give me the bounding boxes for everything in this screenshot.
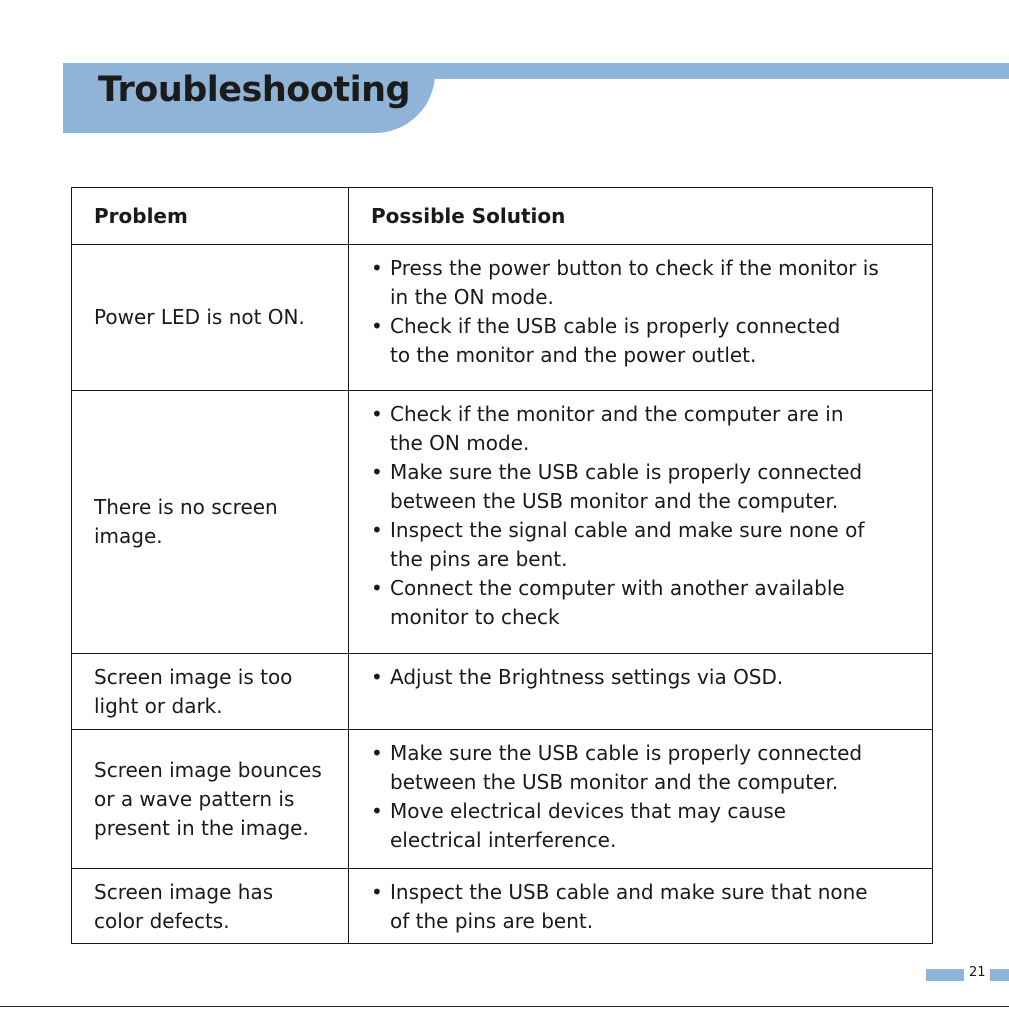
bullet-icon: • xyxy=(371,741,383,765)
problem-line: Screen image bounces xyxy=(94,757,322,782)
solution-line: in the ON mode. xyxy=(390,285,554,309)
solution-line: of the pins are bent. xyxy=(390,909,594,933)
bullet-icon: • xyxy=(371,314,383,338)
solution-item xyxy=(371,878,932,936)
problem-cell xyxy=(72,245,349,391)
solution-cell xyxy=(349,391,933,654)
footer-rule xyxy=(0,1006,1009,1007)
solution-line: Make sure the USB cable is properly connected xyxy=(390,741,863,765)
problem-column-header: Problem xyxy=(72,188,349,245)
solution-item xyxy=(371,458,932,516)
solution-line: Move electrical devices that may cause xyxy=(390,799,786,823)
solution-item xyxy=(371,400,932,458)
table-body xyxy=(72,245,933,944)
solution-line: the ON mode. xyxy=(390,431,530,455)
problem-line: present in the image. xyxy=(94,815,309,840)
bullet-icon: • xyxy=(371,880,383,904)
solution-line: Make sure the USB cable is properly connected xyxy=(390,460,863,484)
solution-line: Connect the computer with another available xyxy=(390,576,845,600)
solution-line: Press the power button to check if the monitor is xyxy=(390,256,879,280)
table-row xyxy=(72,869,933,944)
solution-column-header: Possible Solution xyxy=(349,188,933,245)
bullet-icon: • xyxy=(371,256,383,280)
table-header-row xyxy=(72,188,933,245)
solution-item xyxy=(371,574,932,632)
problem-line: or a wave pattern is xyxy=(94,786,295,811)
solution-cell xyxy=(349,245,933,391)
solution-line: Check if the monitor and the computer are in xyxy=(390,402,844,426)
problem-line: Screen image has xyxy=(94,880,274,904)
problem-line: Screen image is too xyxy=(94,665,293,689)
solution-item xyxy=(371,254,932,312)
solution-item xyxy=(371,739,932,797)
solution-cell xyxy=(349,869,933,944)
solution-line: Adjust the Brightness settings via OSD. xyxy=(390,665,784,689)
page-number: 21 xyxy=(969,965,986,980)
problem-line: There is no screen xyxy=(94,495,278,519)
solution-line: between the USB monitor and the computer. xyxy=(390,770,839,794)
problem-line: color defects. xyxy=(94,909,230,933)
table-row xyxy=(72,245,933,391)
bullet-icon: • xyxy=(371,799,383,823)
bullet-icon: • xyxy=(371,665,383,689)
problem-line: light or dark. xyxy=(94,694,223,718)
page-title: Troubleshooting xyxy=(98,70,411,110)
solution-cell xyxy=(349,654,933,730)
solution-cell xyxy=(349,730,933,869)
footer-accent-right xyxy=(990,969,1009,981)
bullet-icon: • xyxy=(371,402,383,426)
solution-item xyxy=(371,516,932,574)
solution-line: monitor to check xyxy=(390,605,560,629)
problem-cell xyxy=(72,730,349,869)
problem-cell xyxy=(72,869,349,944)
bullet-icon: • xyxy=(371,518,383,542)
bullet-icon: • xyxy=(371,576,383,600)
solution-item xyxy=(371,663,932,692)
table-row xyxy=(72,654,933,730)
bullet-icon: • xyxy=(371,460,383,484)
solution-item xyxy=(371,312,932,370)
solution-item xyxy=(371,797,932,855)
table-row xyxy=(72,730,933,869)
problem-cell xyxy=(72,654,349,730)
solution-line: Inspect the USB cable and make sure that none xyxy=(390,880,868,904)
solution-line: the pins are bent. xyxy=(390,547,568,571)
solution-line: between the USB monitor and the computer. xyxy=(390,489,839,513)
solution-line: to the monitor and the power outlet. xyxy=(390,343,757,367)
problem-cell xyxy=(72,391,349,654)
troubleshooting-table xyxy=(71,187,933,944)
solution-line: electrical interference. xyxy=(390,828,617,852)
solution-line: Check if the USB cable is properly connected xyxy=(390,314,841,338)
problem-line: Power LED is not ON. xyxy=(94,305,305,329)
table-row xyxy=(72,391,933,654)
solution-line: Inspect the signal cable and make sure none of xyxy=(390,518,865,542)
footer-accent-left xyxy=(926,969,964,981)
problem-line: image. xyxy=(94,524,163,548)
